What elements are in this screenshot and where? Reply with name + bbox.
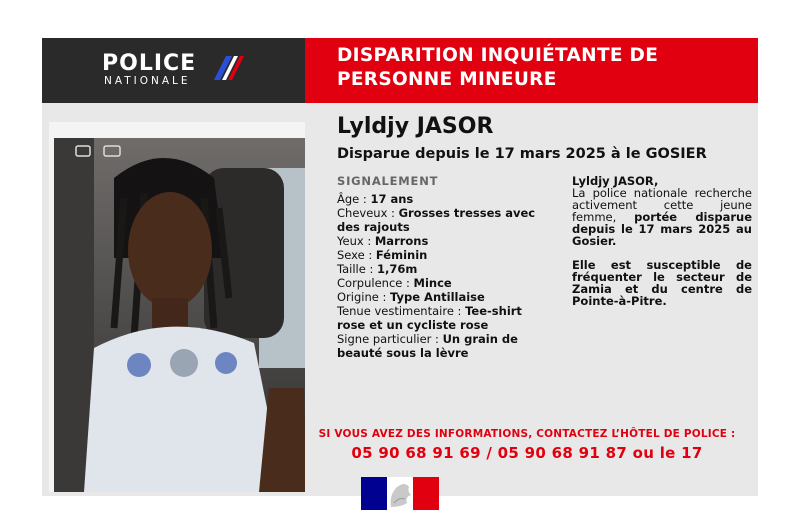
row-label: Corpulence : [337, 276, 414, 290]
title-line-2: PERSONNE MINEURE [337, 69, 557, 90]
row-label: Origine : [337, 290, 391, 304]
description-row [337, 262, 552, 276]
row-value: Grosses tresses avec des rajouts [337, 206, 536, 234]
description-row [337, 206, 552, 234]
description-row [337, 192, 552, 206]
row-value: Un grain de beauté sous la lèvre [337, 332, 518, 360]
person-name: Lyldjy JASOR [337, 114, 494, 139]
notice-paragraph-2: Elle est susceptible de fréquenter le secteur de Zamia et du centre de Pointe-à-Pitre. [572, 258, 752, 308]
title-block [305, 38, 758, 103]
row-value: Marrons [374, 234, 429, 248]
tricolor-flag-icon [210, 54, 246, 82]
notice-emphasis: portée disparue depuis le 17 mars 2025 au Gosier. [572, 210, 752, 248]
notice-paragraph-1 [572, 187, 752, 247]
row-value: Féminin [375, 248, 428, 262]
row-label: Tenue vestimentaire : [337, 304, 466, 318]
row-value: Type Antillaise [390, 290, 485, 304]
row-label: Âge : [337, 192, 371, 206]
row-label: Yeux : [337, 234, 375, 248]
description-row [337, 248, 552, 262]
row-value: Tee-shirt rose et un cycliste rose [337, 304, 522, 332]
logo-nationale-text: NATIONALE [104, 75, 191, 87]
contact-phone-numbers: 05 90 68 91 69 / 05 90 68 91 87 ou le 17 [351, 444, 703, 462]
description-row [337, 234, 552, 248]
page-title [337, 44, 658, 92]
row-label: Signe particulier : [337, 332, 443, 346]
description-row [337, 304, 552, 332]
description-row [337, 332, 552, 360]
logo-police-text: POLICE [102, 51, 197, 76]
notice-name: Lyldjy JASOR, [572, 174, 659, 188]
row-label: Taille : [337, 262, 378, 276]
row-value: 17 ans [370, 192, 414, 206]
description-block [337, 174, 552, 360]
missing-person-photo [49, 122, 305, 492]
description-row [337, 290, 552, 304]
poster [42, 38, 758, 496]
appeal-notice [572, 175, 752, 307]
marianne-logo-icon [361, 477, 439, 510]
contact-instruction: SI VOUS AVEZ DES INFORMATIONS, CONTACTEZ L’HÔTEL DE POLICE : [318, 428, 736, 440]
row-label: Sexe : [337, 248, 376, 262]
photo-illustration [54, 138, 305, 492]
description-heading: SIGNALEMENT [337, 174, 439, 188]
description-row [337, 276, 552, 290]
row-label: Cheveux : [337, 206, 399, 220]
notice-text: La police nationale recherche activement cette jeune femme, [572, 186, 752, 224]
row-value: Mince [413, 276, 452, 290]
missing-since: Disparue depuis le 17 mars 2025 à le GOSIER [337, 146, 707, 162]
row-value: 1,76m [377, 262, 418, 276]
police-logo-block [42, 38, 305, 103]
title-line-1: DISPARITION INQUIÉTANTE DE [337, 45, 659, 66]
